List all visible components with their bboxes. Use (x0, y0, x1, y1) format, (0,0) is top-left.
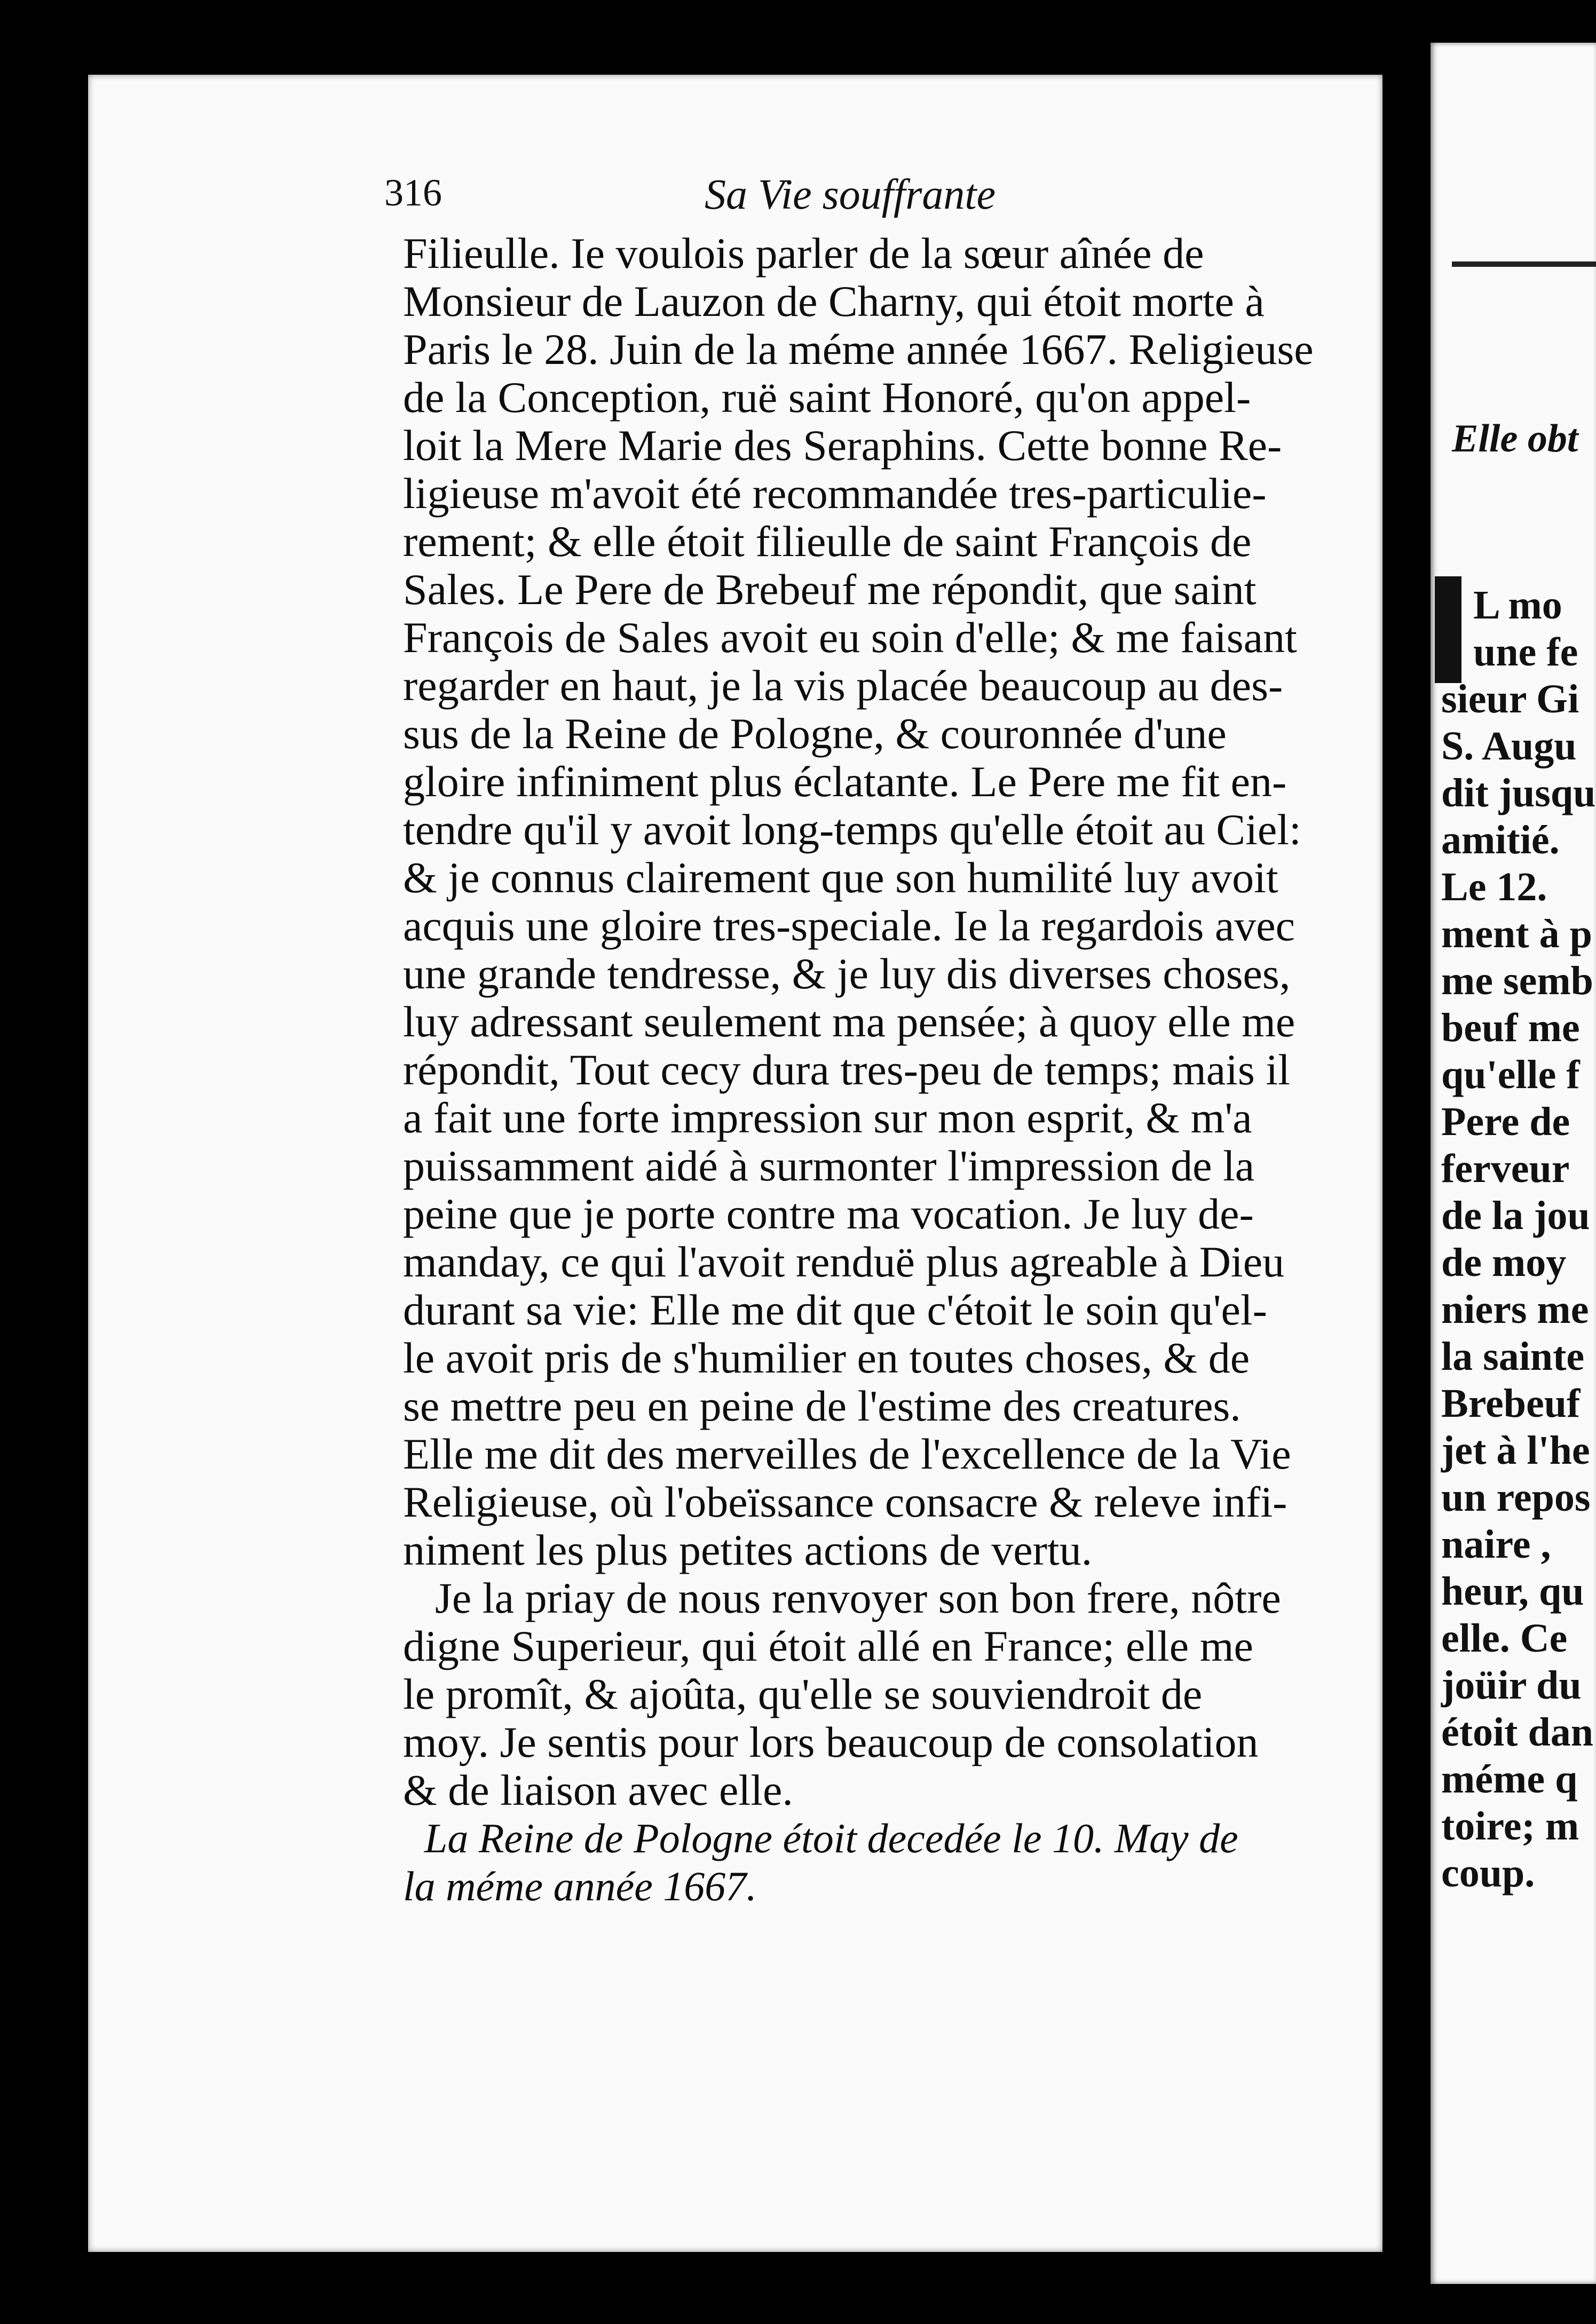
text-line: la sainte (1441, 1334, 1585, 1379)
footnote-line: La Reine de Pologne étoit decedée le 10. May de (424, 1815, 1238, 1861)
text-line: regarder en haut, je la vis placée beaucoup au des- (403, 662, 1283, 710)
text-line: me semb (1441, 958, 1593, 1003)
text-line: ment à p (1441, 911, 1592, 956)
text-line: luy adressant seulement ma pensée; à quoy elle me (403, 998, 1295, 1046)
page-number: 316 (384, 171, 442, 214)
text-line: sieur Gi (1441, 677, 1579, 721)
text-line: moy. Je sentis pour lors beaucoup de consolation (403, 1718, 1259, 1766)
text-line: dit jusqu (1441, 771, 1596, 815)
text-line: tendre qu'il y avoit long-temps qu'elle étoit au Ciel: (403, 806, 1301, 854)
header-rule (1452, 261, 1596, 267)
text-line: elle. Ce (1441, 1616, 1568, 1661)
text-line: Religieuse, où l'obeïssance consacre & releve infi- (403, 1478, 1287, 1526)
text-line: Le 12. (1441, 864, 1547, 909)
text-line: jet à l'he (1441, 1428, 1590, 1473)
text-line: Brebeuf (1441, 1381, 1581, 1426)
text-line: une grande tendresse, & je luy dis diverses choses, (403, 950, 1291, 998)
text-line: & de liaison avec elle. (403, 1766, 793, 1814)
text-line: gloire infiniment plus éclatante. Le Pere me fit en- (403, 758, 1287, 806)
text-line: loit la Mere Marie des Seraphins. Cette bonne Re- (403, 422, 1282, 470)
text-line: ferveur (1441, 1146, 1570, 1191)
text-line: digne Superieur, qui étoit allé en France; elle me (403, 1622, 1253, 1670)
footnote-line: la méme année 1667. (403, 1863, 757, 1909)
text-line: L mo (1473, 583, 1562, 628)
text-line: François de Sales avoit eu soin d'elle; & me faisant (403, 614, 1297, 662)
text-line: peine que je porte contre ma vocation. Je luy de- (403, 1190, 1254, 1238)
text-line: beuf me (1441, 1005, 1580, 1050)
text-line: étoit dan (1441, 1710, 1593, 1755)
text-line: de la Conception, ruë saint Honoré, qu'on appel- (403, 374, 1251, 422)
running-title: Sa Vie souffrante (705, 171, 996, 218)
footnote (403, 1814, 1380, 1910)
text-line: Elle me dit des merveilles de l'excellence de la Vie (403, 1430, 1291, 1478)
text-line: qu'elle f (1441, 1052, 1580, 1097)
text-line: joüir du (1441, 1663, 1582, 1708)
text-line: rement; & elle étoit filieulle de saint François de (403, 518, 1252, 566)
text-line: & je connus clairement que son humilité luy avoit (403, 854, 1278, 902)
page-header (384, 171, 1377, 229)
text-line: a fait une forte impression sur mon esprit, & m'a (403, 1094, 1252, 1142)
text-line: le avoit pris de s'humilier en toutes choses, & de (403, 1334, 1250, 1382)
text-line: S. Augu (1441, 724, 1577, 768)
text-line: Pere de (1441, 1099, 1570, 1144)
text-line: le promît, & ajoûta, qu'elle se souviendroit de (403, 1670, 1203, 1718)
text-line: méme q (1441, 1757, 1578, 1802)
text-line: de moy (1441, 1240, 1567, 1285)
text-line: Sales. Le Pere de Brebeuf me répondit, que saint (403, 566, 1257, 614)
book-gutter (1382, 0, 1431, 2324)
text-line: Filieulle. Ie voulois parler de la sœur aînée de (403, 229, 1204, 277)
text-line: se mettre peu en peine de l'estime des creatures. (403, 1382, 1241, 1430)
chapter-heading: Elle obt (1452, 417, 1578, 461)
text-line: de la jou (1441, 1193, 1590, 1238)
text-line: manday, ce qui l'avoit renduë plus agreable à Dieu (403, 1238, 1285, 1286)
body-text (403, 229, 1380, 1910)
text-line: puissamment aidé à surmonter l'impression de la (403, 1142, 1255, 1190)
text-line: Je la priay de nous renvoyer son bon frere, nôtre (435, 1574, 1281, 1622)
text-line: Paris le 28. Juin de la méme année 1667. Religieuse (403, 326, 1314, 374)
text-line: Monsieur de Lauzon de Charny, qui étoit morte à (403, 277, 1265, 326)
text-line: acquis une gloire tres-speciale. Ie la regardois avec (403, 902, 1295, 950)
text-line: naire , (1441, 1522, 1551, 1567)
text-line: toire; m (1441, 1804, 1579, 1849)
text-line: répondit, Tout cecy dura tres-peu de temps; mais il (403, 1046, 1290, 1094)
text-line: un repos (1441, 1475, 1591, 1520)
text-line: coup. (1441, 1851, 1535, 1895)
text-line: heur, qu (1441, 1569, 1584, 1614)
text-line: une fe (1473, 630, 1578, 675)
text-line: niment les plus petites actions de vertu. (403, 1526, 1093, 1574)
text-line: amitié. (1441, 818, 1560, 862)
text-line: ligieuse m'avoit été recommandée tres-particulie- (403, 470, 1267, 518)
text-line: niers me (1441, 1287, 1589, 1332)
text-line: durant sa vie: Elle me dit que c'étoit le soin qu'el- (403, 1286, 1267, 1334)
right-page (1431, 43, 1596, 2284)
right-page-text (1441, 582, 1596, 1897)
text-line: sus de la Reine de Pologne, & couronnée d'une (403, 710, 1227, 758)
